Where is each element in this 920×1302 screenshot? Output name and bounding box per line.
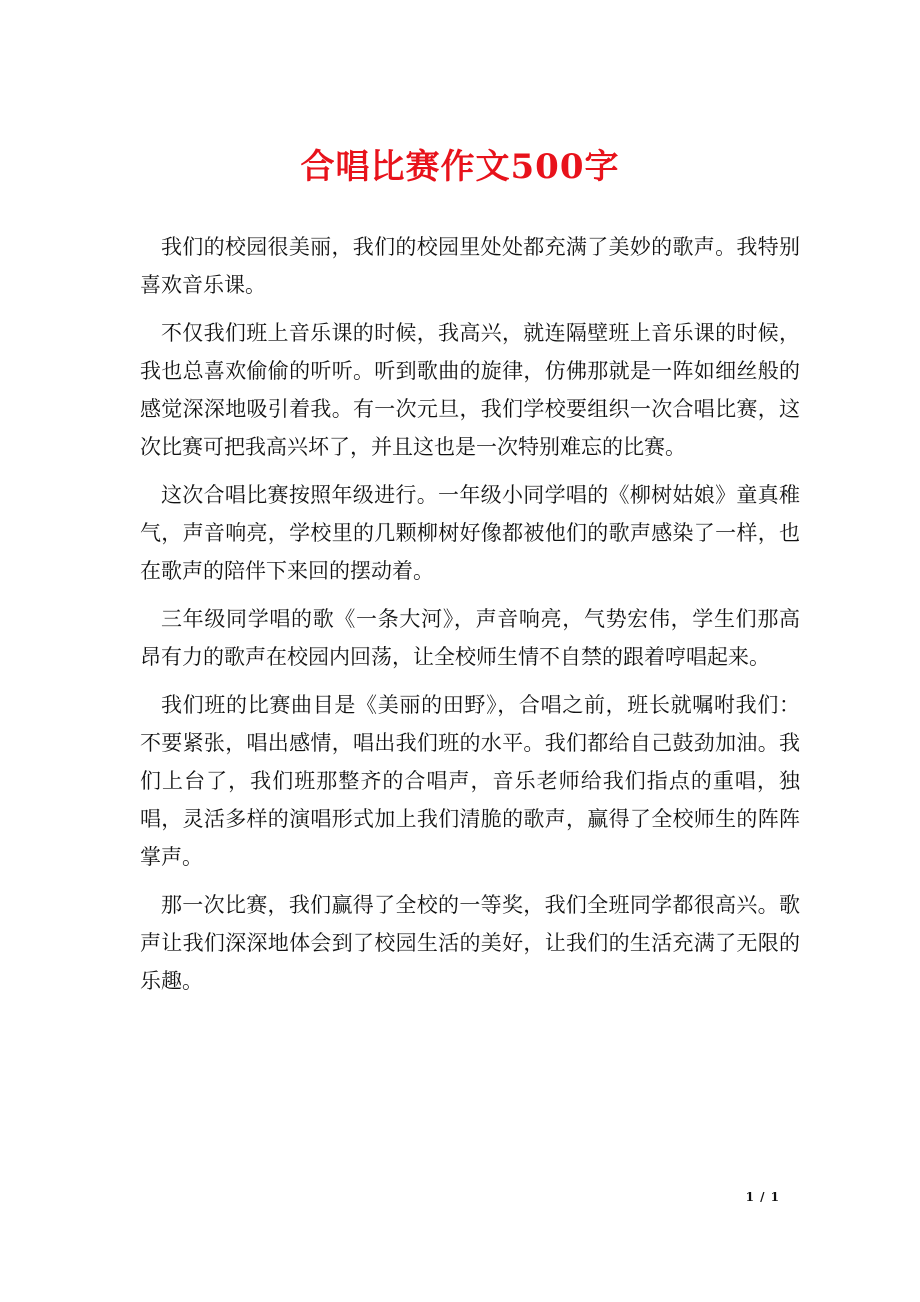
paragraph-1: 我们的校园很美丽，我们的校园里处处都充满了美妙的歌声。我特别喜欢音乐课。 — [140, 235, 800, 297]
paragraph-2: 不仅我们班上音乐课的时候，我高兴，就连隔壁班上音乐课的时候，我也总喜欢偷偷的听听。听到歌曲的旋律，仿佛那就是一阵如细丝般的感觉深深地吸引着我。有一次元旦，我们学校要组织一次合唱比赛，这次比赛可把我高兴坏了，并且这也是一次特别难忘的比赛。 — [140, 321, 800, 459]
page-number: 1 / 1 — [745, 1190, 780, 1204]
document-title: 合唱比赛作文500字 — [300, 147, 620, 187]
document-body — [140, 228, 800, 1000]
paragraph-3: 这次合唱比赛按照年级进行。一年级小同学唱的《柳树姑娘》童真稚气，声音响亮，学校里的几颗柳树好像都被他们的歌声感染了一样，也在歌声的陪伴下来回的摆动着。 — [140, 483, 800, 583]
paragraph-6: 那一次比赛，我们赢得了全校的一等奖，我们全班同学都很高兴。歌声让我们深深地体会到了校园生活的美好，让我们的生活充满了无限的乐趣。 — [140, 893, 800, 993]
paragraph-5: 我们班的比赛曲目是《美丽的田野》，合唱之前，班长就嘱咐我们：不要紧张，唱出感情，唱出我们班的水平。我们都给自己鼓劲加油。我们上台了，我们班那整齐的合唱声，音乐老师给我们指点的重唱，独唱，灵活多样的演唱形式加上我们清脆的歌声，赢得了全校师生的阵阵掌声。 — [140, 693, 800, 869]
paragraph-4: 三年级同学唱的歌《一条大河》，声音响亮，气势宏伟，学生们那高昂有力的歌声在校园内回荡，让全校师生情不自禁的跟着哼唱起来。 — [140, 607, 800, 669]
